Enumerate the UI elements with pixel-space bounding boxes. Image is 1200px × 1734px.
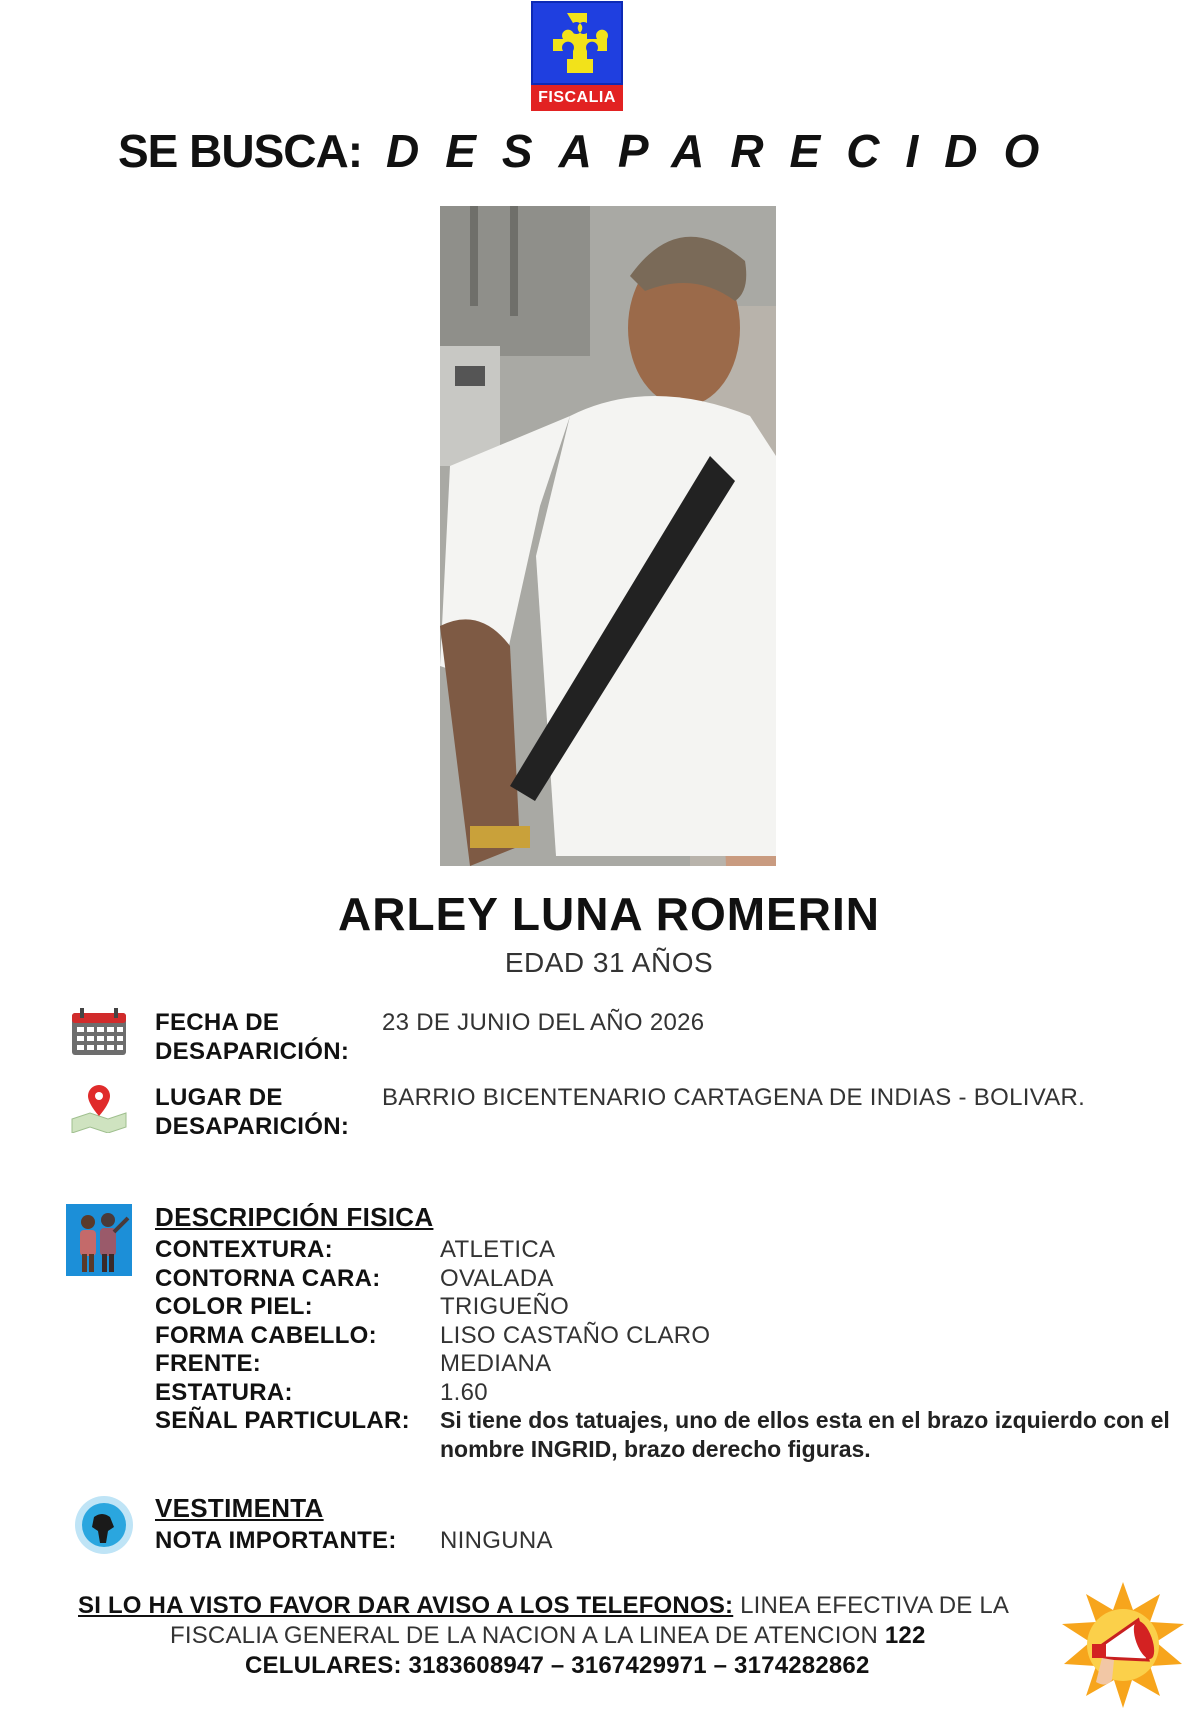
person-photo-illustration xyxy=(440,206,776,866)
headline-prefix: SE BUSCA: xyxy=(118,125,363,177)
phys-label-cabello: FORMA CABELLO: xyxy=(155,1322,377,1349)
map-pin-icon xyxy=(68,1083,130,1138)
date-label-line1: FECHA DE xyxy=(155,1009,280,1036)
logo-blue-field xyxy=(531,1,623,85)
date-label-line2: DESAPARICIÓN: xyxy=(155,1038,350,1065)
person-name: ARLEY LUNA ROMERIN xyxy=(338,888,880,940)
phys-label-contextura: CONTEXTURA: xyxy=(155,1236,333,1263)
headline xyxy=(118,124,1118,184)
headline-status: DESAPARECIDO xyxy=(386,125,1066,177)
footer-line2-text: FISCALIA GENERAL DE LA NACION A LA LINEA DE ATENCION xyxy=(170,1622,885,1649)
clothing-globe-icon xyxy=(74,1495,134,1560)
date-value: 23 DE JUNIO DEL AÑO 2026 xyxy=(382,1009,705,1036)
footer-phones: CELULARES: 3183608947 – 3167429971 – 3174282862 xyxy=(245,1652,870,1679)
phys-label-cara: CONTORNA CARA: xyxy=(155,1265,381,1292)
footer-line2 xyxy=(170,1622,1070,1650)
phys-value-cabello: LISO CASTAÑO CLARO xyxy=(440,1322,711,1349)
phys-label-senal: SEÑAL PARTICULAR: xyxy=(155,1407,410,1434)
person-age: EDAD 31 AÑOS xyxy=(504,947,714,978)
phys-value-contextura: ATLETICA xyxy=(440,1236,556,1263)
footer-call-underlined: SI LO HA VISTO FAVOR DAR AVISO A LOS TELEFONOS: xyxy=(78,1592,734,1619)
phys-value-piel: TRIGUEÑO xyxy=(440,1293,570,1320)
place-value: BARRIO BICENTENARIO CARTAGENA DE INDIAS - BOLIVAR. xyxy=(382,1084,1086,1111)
place-label-line2: DESAPARICIÓN: xyxy=(155,1113,350,1140)
phys-label-piel: COLOR PIEL: xyxy=(155,1293,313,1320)
missing-person-photo xyxy=(440,206,776,866)
note-value: NINGUNA xyxy=(440,1527,553,1554)
phys-value-estatura: 1.60 xyxy=(440,1379,488,1406)
clothing-title: VESTIMENTA xyxy=(155,1493,324,1523)
logo-text: FISCALIA xyxy=(531,85,623,111)
people-icon xyxy=(66,1204,132,1281)
fiscalia-logo xyxy=(531,1,623,111)
calendar-icon xyxy=(70,1007,128,1062)
date-label xyxy=(155,1008,349,1066)
phys-value-cara: OVALADA xyxy=(440,1265,554,1292)
puzzle-piece-icon xyxy=(533,3,621,83)
physical-title: DESCRIPCIÓN FISICA xyxy=(155,1202,434,1232)
megaphone-icon xyxy=(1058,1580,1188,1710)
note-label: NOTA IMPORTANTE: xyxy=(155,1527,397,1554)
footer-call-line xyxy=(78,1592,1078,1620)
footer-call-rest: LINEA EFECTIVA DE LA xyxy=(733,1592,1010,1619)
phys-label-estatura: ESTATURA: xyxy=(155,1379,293,1406)
phys-value-senal: Si tiene dos tatuajes, uno de ellos esta en el brazo izquierdo con el nombre INGRID, brazo derecho figuras. xyxy=(440,1407,1170,1462)
footer-line2-number: 122 xyxy=(884,1622,926,1649)
place-label-line1: LUGAR DE xyxy=(155,1084,283,1111)
phys-label-frente: FRENTE: xyxy=(155,1350,262,1377)
place-label xyxy=(155,1083,349,1141)
phys-value-frente: MEDIANA xyxy=(440,1350,552,1377)
